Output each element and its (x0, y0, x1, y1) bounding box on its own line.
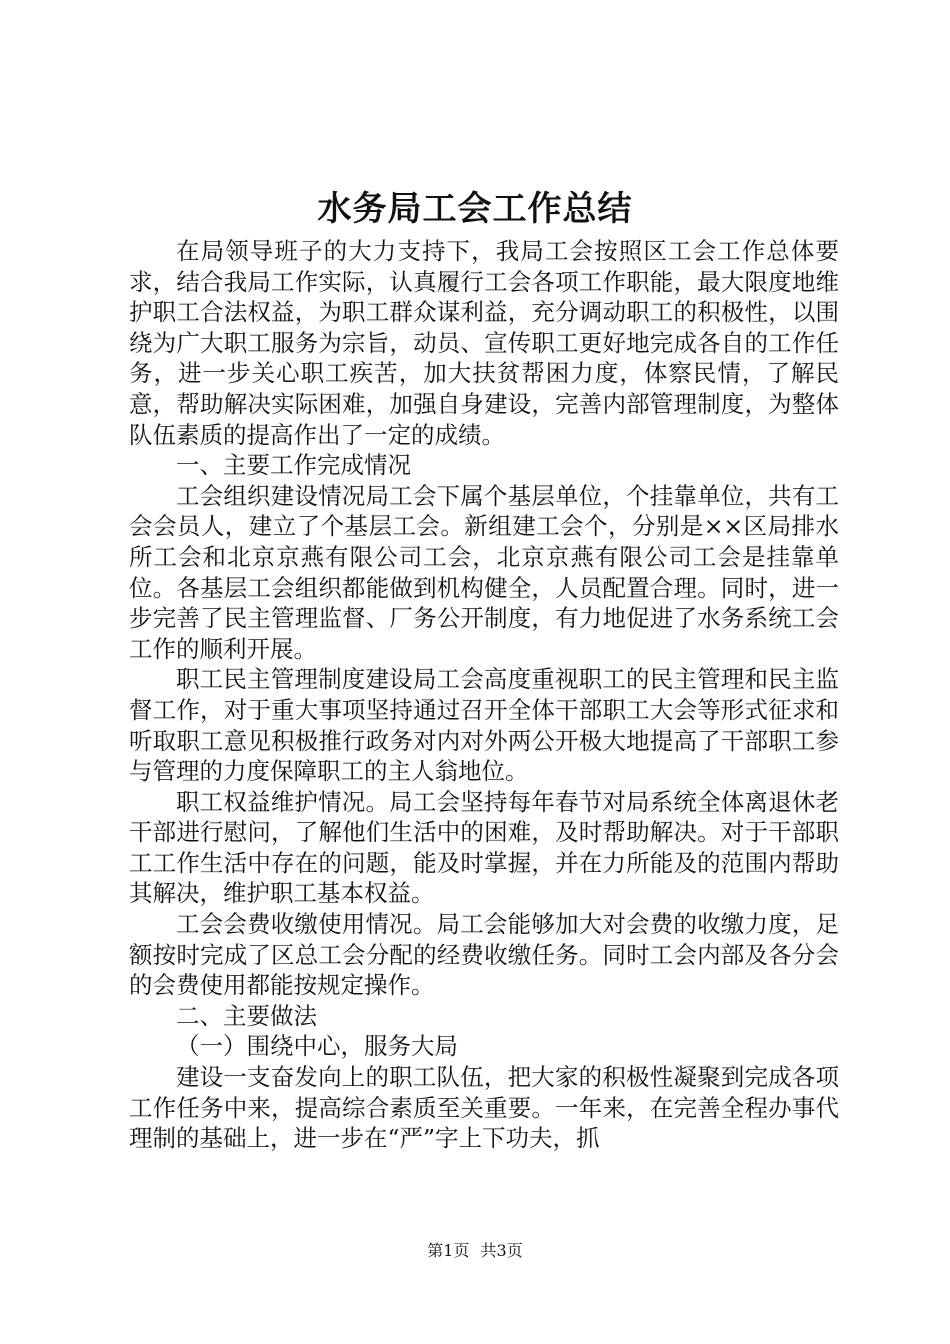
paragraph-democratic-management: 职工民主管理制度建设局工会高度重视职工的民主管理和民主监督工作，对于重大事项坚持通过召开全体干部职工大会等形式征求和听取职工意见积极推行政务对内对外两公开极大地提高了干部职工参与管理的力度保障职工的主人翁地位。 (129, 665, 839, 786)
paragraph-organization: 工会组织建设情况局工会下属个基层单位，个挂靠单位，共有工会会员人，建立了个基层工会。新组建工会个，分别是××区局排水所工会和北京京燕有限公司工会，北京京燕有限公司工会是挂靠单位。各基层工会组织都能做到机构健全，人员配置合理。同时，进一步完善了民主管理监督、厂务公开制度，有力地促进了水务系统工会工作的顺利开展。 (129, 481, 839, 663)
subsection-heading-1: （一）围绕中心，服务大局 (176, 1032, 458, 1061)
page-number: 第1页 (427, 1241, 470, 1260)
section-heading-1: 一、主要工作完成情况 (176, 451, 411, 480)
document-title: 水务局工会工作总结 (317, 189, 633, 229)
paragraph-team-building: 建设一支奋发向上的职工队伍，把大家的积极性凝聚到完成各项工作任务中来，提高综合素质至关重要。一年来，在完善全程办事代理制的基础上，进一步在“严”字上下功夫，抓 (129, 1063, 839, 1153)
paragraph-intro: 在局领导班子的大力支持下，我局工会按照区工会工作总体要求，结合我局工作实际，认真履行工会各项工作职能，最大限度地维护职工合法权益，为职工群众谋利益，充分调动职工的积极性，以围绕为广大职工服务为宗旨，动员、宣传职工更好地完成各自的工作任务，进一步关心职工疾苦，加大扶贫帮困力度，体察民情，了解民意，帮助解决实际困难，加强自身建设，完善内部管理制度，为整体队伍素质的提高作出了一定的成绩。 (129, 237, 839, 449)
document-body (129, 236, 839, 1154)
paragraph-dues: 工会会费收缴使用情况。局工会能够加大对会费的收缴力度，足额按时完成了区总工会分配的经费收缴任务。同时工会内部及各分会的会费使用都能按规定操作。 (129, 910, 839, 1000)
page-total: 共3页 (480, 1241, 523, 1260)
paragraph-rights-protection: 职工权益维护情况。局工会坚持每年春节对局系统全体离退休老干部进行慰问，了解他们生活中的困难，及时帮助解决。对于干部职工工作生活中存在的问题，能及时掌握，并在力所能及的范围内帮助其解决，维护职工基本权益。 (129, 787, 839, 908)
page-footer (0, 1241, 950, 1261)
section-heading-2: 二、主要做法 (176, 1001, 317, 1030)
